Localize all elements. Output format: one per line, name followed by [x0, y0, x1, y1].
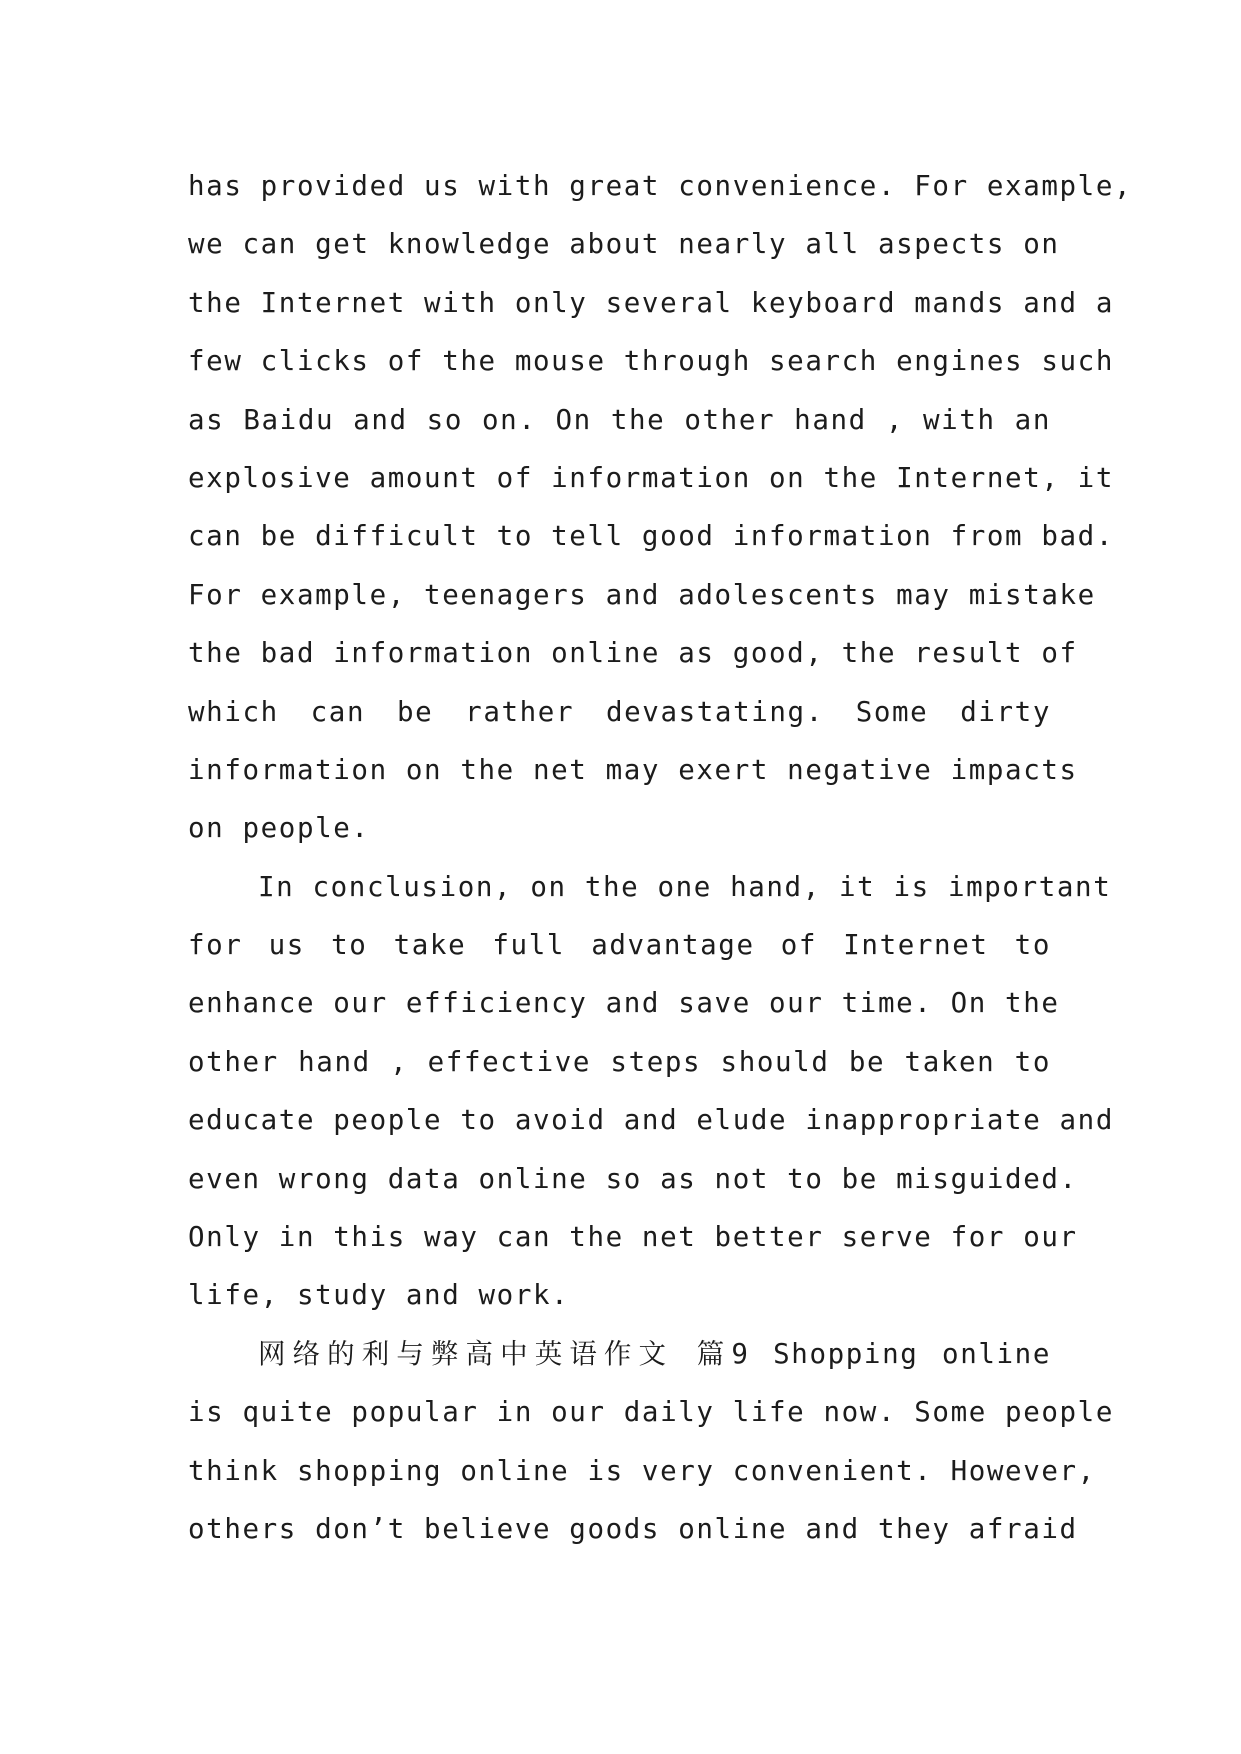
text-line: the Internet with only several keyboard mands and a	[188, 286, 1114, 319]
text-line: even wrong data online so as not to be misguided.	[188, 1162, 1078, 1195]
text-line: For example, teenagers and adolescents may mistake	[188, 578, 1096, 611]
text-line: can be difficult to tell good information from bad.	[188, 520, 1114, 553]
text-line: think shopping online is very convenient. However,	[188, 1454, 1096, 1487]
text-line: Only in this way can the net better serve for our	[188, 1221, 1078, 1254]
text-line: few clicks of the mouse through search engines such	[188, 345, 1114, 378]
text-line: others don’t believe goods online and they afraid	[188, 1512, 1078, 1545]
text-line: other hand , effective steps should be taken to	[188, 1045, 1051, 1078]
text-line: the bad information online as good, the result of	[188, 637, 1078, 670]
text-line: has provided us with great convenience. For example,	[188, 170, 1133, 202]
text-line: as Baidu and so on. On the other hand , with an	[188, 403, 1051, 436]
text-line: we can get knowledge about nearly all aspects on	[188, 228, 1060, 261]
text-line: for us to take full advantage of Internet to	[188, 929, 1051, 962]
text-line: explosive amount of information on the Internet, it	[188, 461, 1114, 494]
text-line: enhance our efficiency and save our time. On the	[188, 987, 1060, 1020]
text-line: is quite popular in our daily life now. Some people	[188, 1396, 1114, 1429]
text-line: educate people to avoid and elude inappropriate and	[188, 1104, 1114, 1137]
text-line: information on the net may exert negative impacts	[188, 753, 1078, 786]
paragraph-start-line: In conclusion, on the one hand, it is important	[258, 870, 1112, 903]
text-line: which can be rather devastating. Some dirty	[188, 695, 1051, 728]
text-line: on people.	[188, 812, 370, 845]
section-heading-line: 网络的利与弊高中英语作文 篇9 Shopping online	[258, 1337, 1051, 1370]
text-line: life, study and work.	[188, 1279, 570, 1312]
essay-text	[188, 157, 1133, 1558]
